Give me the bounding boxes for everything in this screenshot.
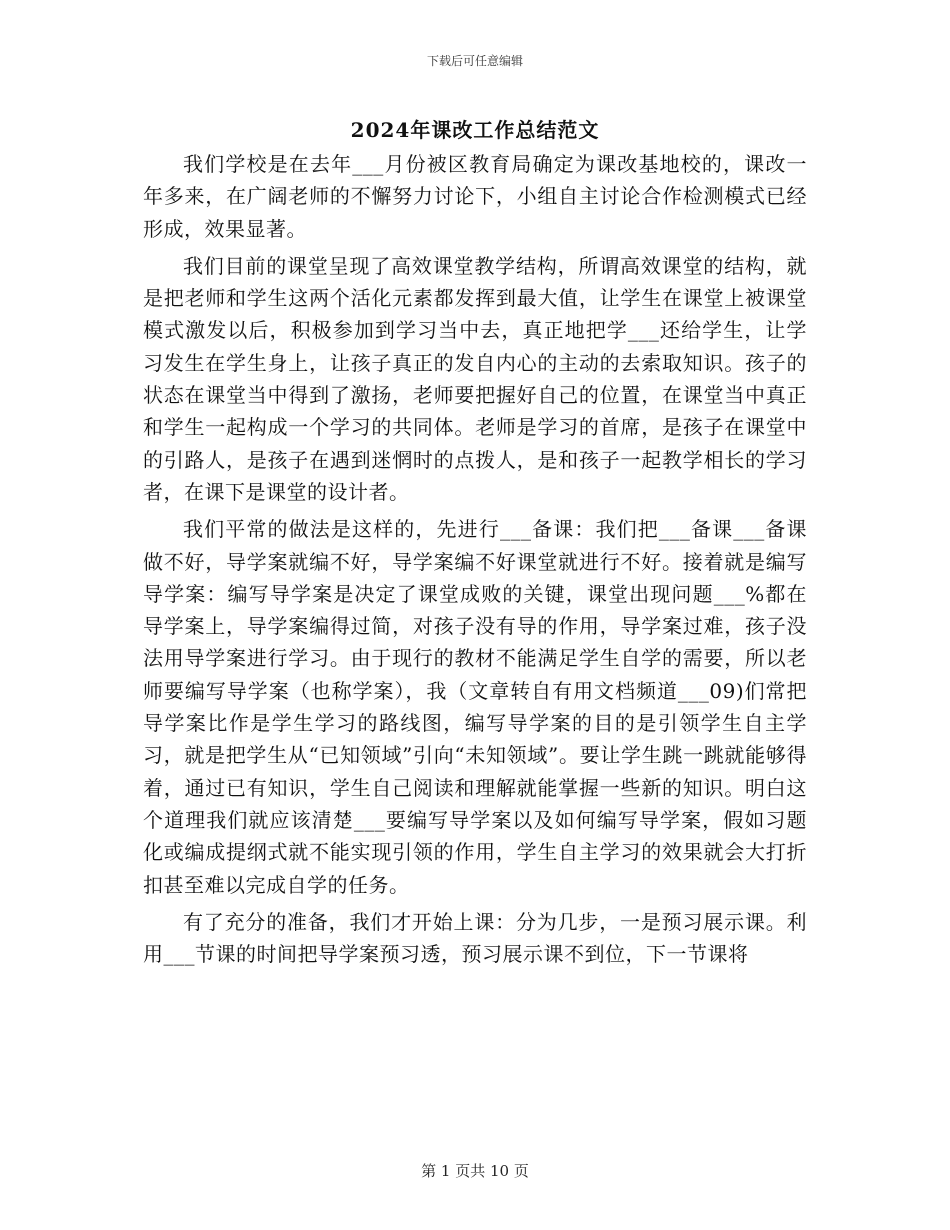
paragraph: 我们目前的课堂呈现了高效课堂教学结构，所谓高效课堂的结构，就是把老师和学生这两个活化元素都发挥到最大值，让学生在课堂上被课堂模式激发以后，积极参加到学习当中去，真正地把学___还给学生，让学习发生在学生身上，让孩子真正的发自内心的主动的去索取知识。孩子的状态在课堂当中得到了激扬，老师要把握好自己的位置，在课堂当中真正和学生一起构成一个学习的共同体。老师是学习的首席，是孩子在课堂中的引路人，是孩子在遇到迷惘时的点拨人，是和孩子一起教学相长的学习者，在课下是课堂的设计者。: [143, 253, 807, 504]
document-title: 2024年课改工作总结范文: [350, 118, 600, 142]
document-body: [143, 148, 807, 975]
paragraph: 我们学校是在去年___月份被区教育局确定为课改基地校的，课改一年多来，在广阔老师的不懈努力讨论下，小组自主讨论合作检测模式已经形成，效果显著。: [143, 152, 807, 241]
header-note: 下载后可任意编辑: [426, 54, 523, 68]
paragraph: 我们平常的做法是这样的，先进行___备课：我们把___备课___备课做不好，导学案就编不好，导学案编不好课堂就进行不好。接着就是编写导学案：编写导学案是决定了课堂成败的关键，课堂出现问题___%都在导学案上，导学案编得过简，对孩子没有导的作用，导学案过难，孩子没法用导学案进行学习。由于现行的教材不能满足学生自学的需要，所以老师要编写导学案（也称学案），我（文章转自有用文档频道___09)们常把导学案比作是学生学习的路线图，编写导学案的目的是引领学生自主学习，就是把学生从“已知领域”引向“未知领域”。要让学生跳一跳就能够得着，通过已有知识，学生自己阅读和理解就能掌握一些新的知识。明白这个道理我们就应该清楚___要编写导学案以及如何编写导学案，假如习题化或编成提纲式就不能实现引领的作用，学生自主学习的效果就会大打折扣甚至难以完成自学的任务。: [143, 517, 807, 897]
page-number: 第 1 页共 10 页: [421, 1162, 529, 1180]
paragraph: 有了充分的准备，我们才开始上课：分为几步，一是预习展示课。利用___节课的时间把导学案预习透，预习展示课不到位，下一节课将: [143, 909, 807, 967]
